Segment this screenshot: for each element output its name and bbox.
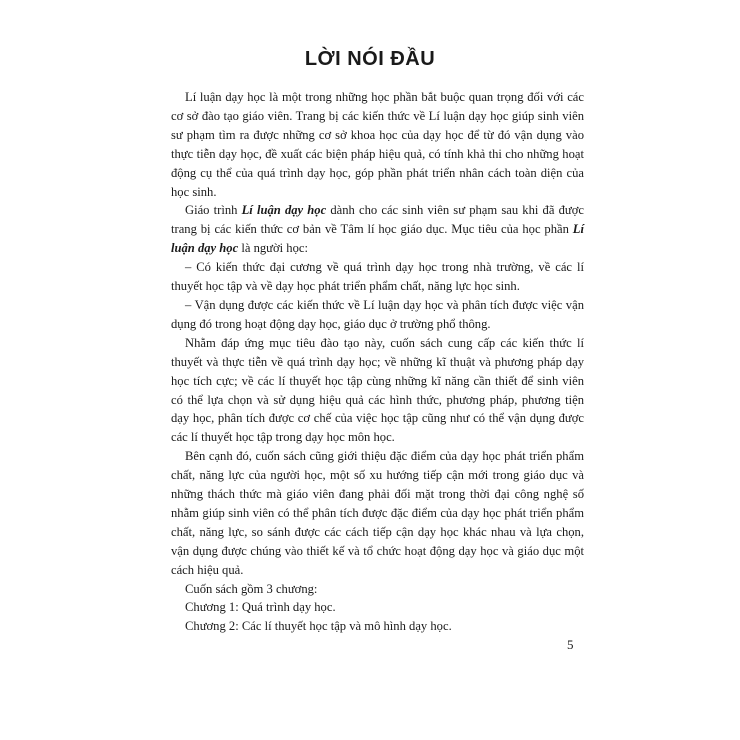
paragraph-text: dành cho các sinh viên sư phạm sau khi đã được trang bị các kiến thức cơ bản về Tâm lí học giáo dục. Mục tiêu của học phần — [171, 203, 584, 237]
course-title-emphasis: Lí luận dạy học — [171, 222, 584, 256]
paragraph-textbook — [171, 201, 584, 258]
page-title: LỜI NÓI ĐẦU — [304, 48, 436, 70]
paragraph-text: Giáo trình — [185, 203, 242, 218]
book-title-emphasis: Lí luận dạy học — [241, 203, 327, 218]
paragraph-trends: Bên cạnh đó, cuốn sách cũng giới thiệu đặc điểm của dạy học phát triển phẩm chất, năng lực của người học, một số xu hướng tiếp cận mới trong giáo dục và những thách thức mà giáo viên đang phải đối mặt trong thời đại công nghệ số nhằm giúp sinh viên có thể phân tích được đặc điểm của dạy học phát triển phẩm chất, năng lực, so sánh được các cách tiếp cận dạy học khác nhau và lựa chọn, vận dụng được chúng vào thiết kế và tổ chức hoạt động dạy học và giáo dục một cách hiệu quả. — [171, 449, 584, 577]
page-number: 5 — [567, 637, 574, 652]
chapter-item-2: Chương 2: Các lí thuyết học tập và mô hình dạy học. — [185, 619, 452, 634]
chapter-item-1: Chương 1: Quá trình dạy học. — [185, 600, 336, 615]
objective-item-2: – Vận dụng được các kiến thức về Lí luận dạy học và phân tích được việc vận dụng đó trong hoạt động dạy học, giáo dục ở trường phổ thông. — [171, 297, 584, 331]
page-body — [171, 88, 584, 636]
paragraph-content: Nhằm đáp ứng mục tiêu đào tạo này, cuốn sách cung cấp các kiến thức lí thuyết và thực tiễn về quá trình dạy học; về những kĩ thuật và phương pháp dạy học tích cực; về các lí thuyết học tập cùng những kĩ năng cần thiết để sinh viên có thể lựa chọn và sử dụng hiệu quả các hình thức, phương pháp, phương tiện dạy học, phân tích được cơ chế của việc học tập cũng như có thể vận dụng được các lí thuyết học tập trong dạy học môn học. — [171, 335, 584, 445]
objective-item-1: – Có kiến thức đại cương về quá trình dạy học trong nhà trường, về các lí thuyết học tập và về dạy học phát triển phẩm chất, năng lực học sinh. — [171, 260, 584, 294]
paragraph-chapters-intro: Cuốn sách gồm 3 chương: — [185, 581, 318, 596]
paragraph-text: là người học: — [238, 241, 308, 256]
paragraph-intro: Lí luận dạy học là một trong những học phần bắt buộc quan trọng đối với các cơ sở đào tạo giáo viên. Trang bị các kiến thức về Lí luận dạy học giúp sinh viên sư phạm tìm ra được những cơ sở khoa học của dạy học để từ đó vận dụng vào thực tiễn dạy học, đề xuất các biện pháp hiệu quả, có tính khả thi cho những hoạt động cụ thể của quá trình dạy học, góp phần phát triển nhân cách toàn diện của học sinh. — [171, 90, 584, 199]
